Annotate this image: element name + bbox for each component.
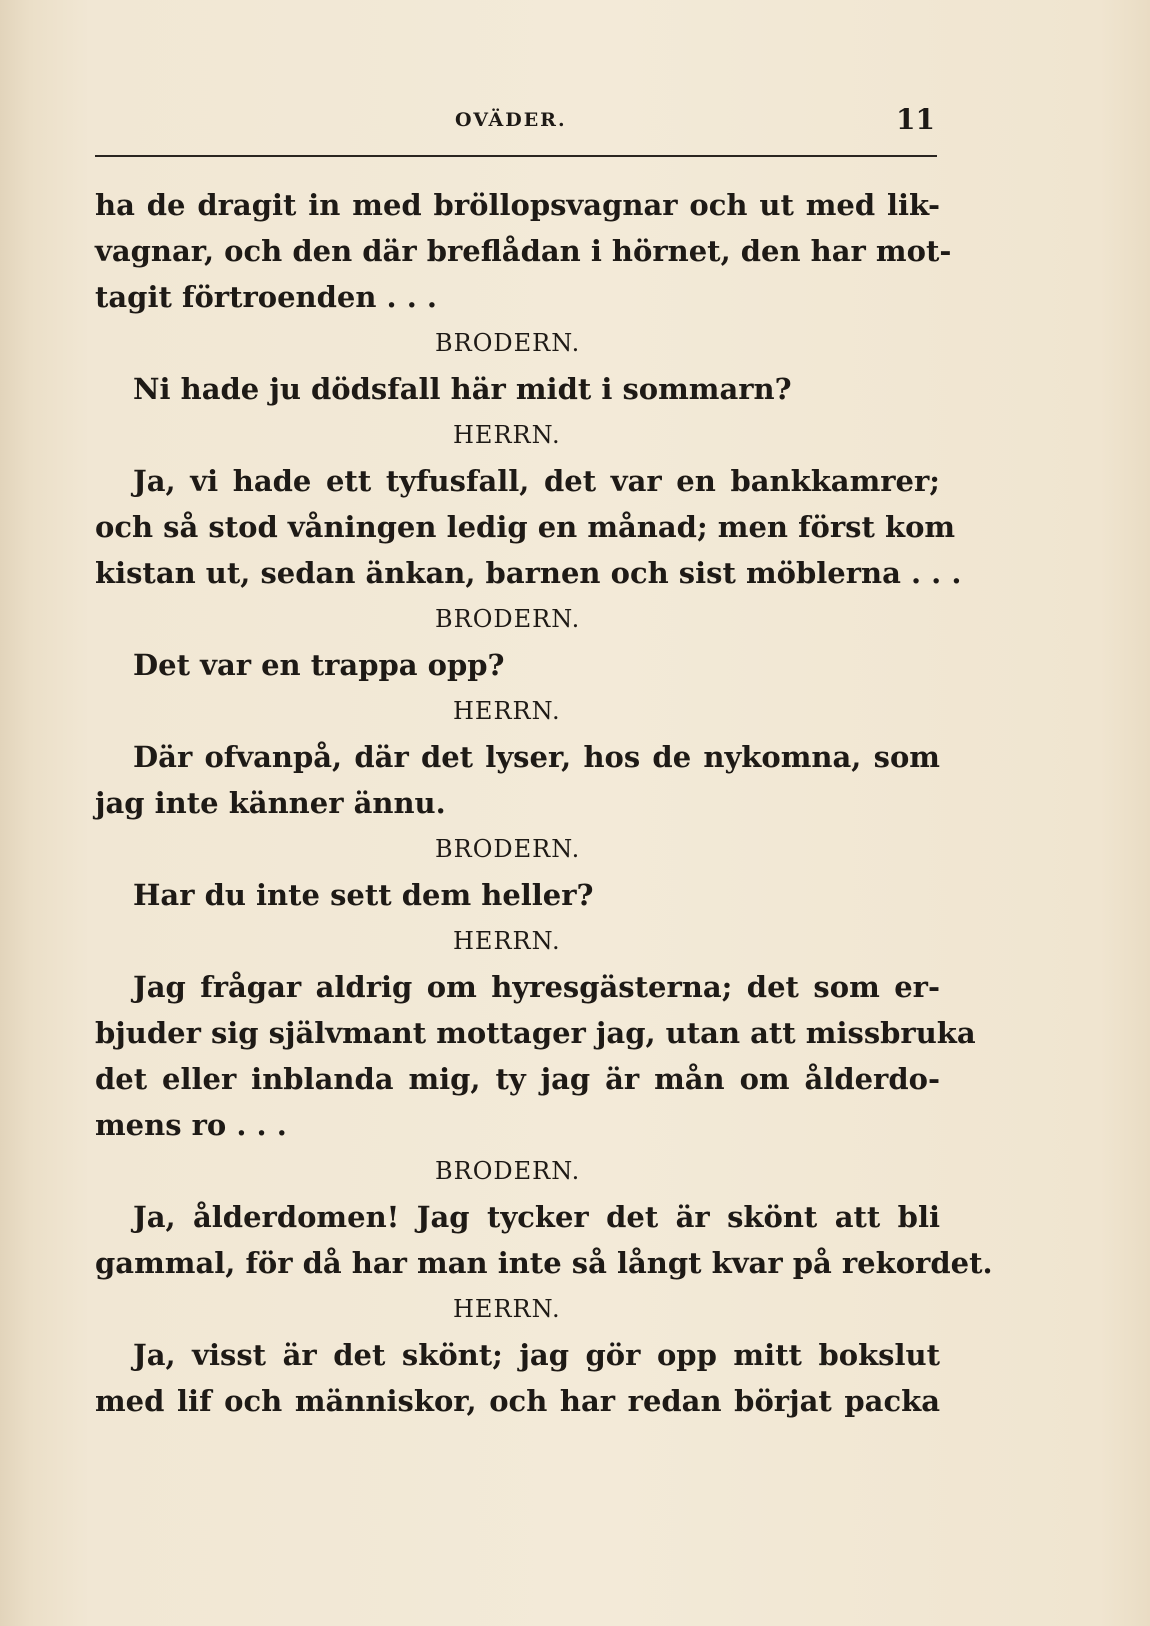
text-line: ha de dragit in med bröllopsvagnar och ut med lik-	[95, 188, 940, 222]
running-title: OVÄDER.	[455, 109, 567, 131]
speaker-name: BRODERN.	[435, 605, 581, 633]
header-rule	[95, 155, 937, 157]
text-line: tagit förtroenden . . .	[95, 280, 438, 314]
speaker-name: HERRN.	[453, 927, 561, 955]
text-line: Det var en trappa opp?	[133, 648, 505, 682]
speaker-name: BRODERN.	[435, 835, 581, 863]
text-line: gammal, för då har man inte så långt kvar på rekordet.	[95, 1246, 993, 1280]
speaker-name: BRODERN.	[435, 1157, 581, 1185]
text-line: jag inte känner ännu.	[95, 786, 446, 820]
dialogue-text	[95, 182, 993, 1424]
speaker-name: HERRN.	[453, 1295, 561, 1323]
speaker-name: HERRN.	[453, 421, 561, 449]
text-line: kistan ut, sedan änkan, barnen och sist möblerna . . .	[95, 556, 962, 590]
text-line: vagnar, och den där breflådan i hörnet, den har mot-	[95, 234, 952, 268]
text-line: Ja, vi hade ett tyfusfall, det var en bankkamrer;	[133, 464, 940, 498]
speaker-name: HERRN.	[453, 697, 561, 725]
page-number: 11	[896, 103, 935, 136]
text-line: Ja, ålderdomen! Jag tycker det är skönt att bli	[133, 1200, 940, 1234]
text-line: Där ofvanpå, där det lyser, hos de nykomna, som	[133, 740, 940, 774]
text-line: Ja, visst är det skönt; jag gör opp mitt bokslut	[133, 1338, 940, 1372]
running-header	[95, 105, 935, 145]
text-line: Ni hade ju dödsfall här midt i sommarn?	[133, 372, 792, 406]
text-line: Jag frågar aldrig om hyresgästerna; det som er-	[133, 970, 940, 1004]
speaker-name: BRODERN.	[435, 329, 581, 357]
text-line: det eller inblanda mig, ty jag är mån om ålderdo-	[95, 1062, 940, 1096]
text-line: mens ro . . .	[95, 1108, 287, 1142]
text-line: bjuder sig självmant mottager jag, utan att missbruka	[95, 1016, 976, 1050]
text-line: och så stod våningen ledig en månad; men först kom	[95, 510, 956, 544]
text-line: med lif och människor, och har redan börjat packa	[95, 1384, 940, 1418]
text-line: Har du inte sett dem heller?	[133, 878, 594, 912]
